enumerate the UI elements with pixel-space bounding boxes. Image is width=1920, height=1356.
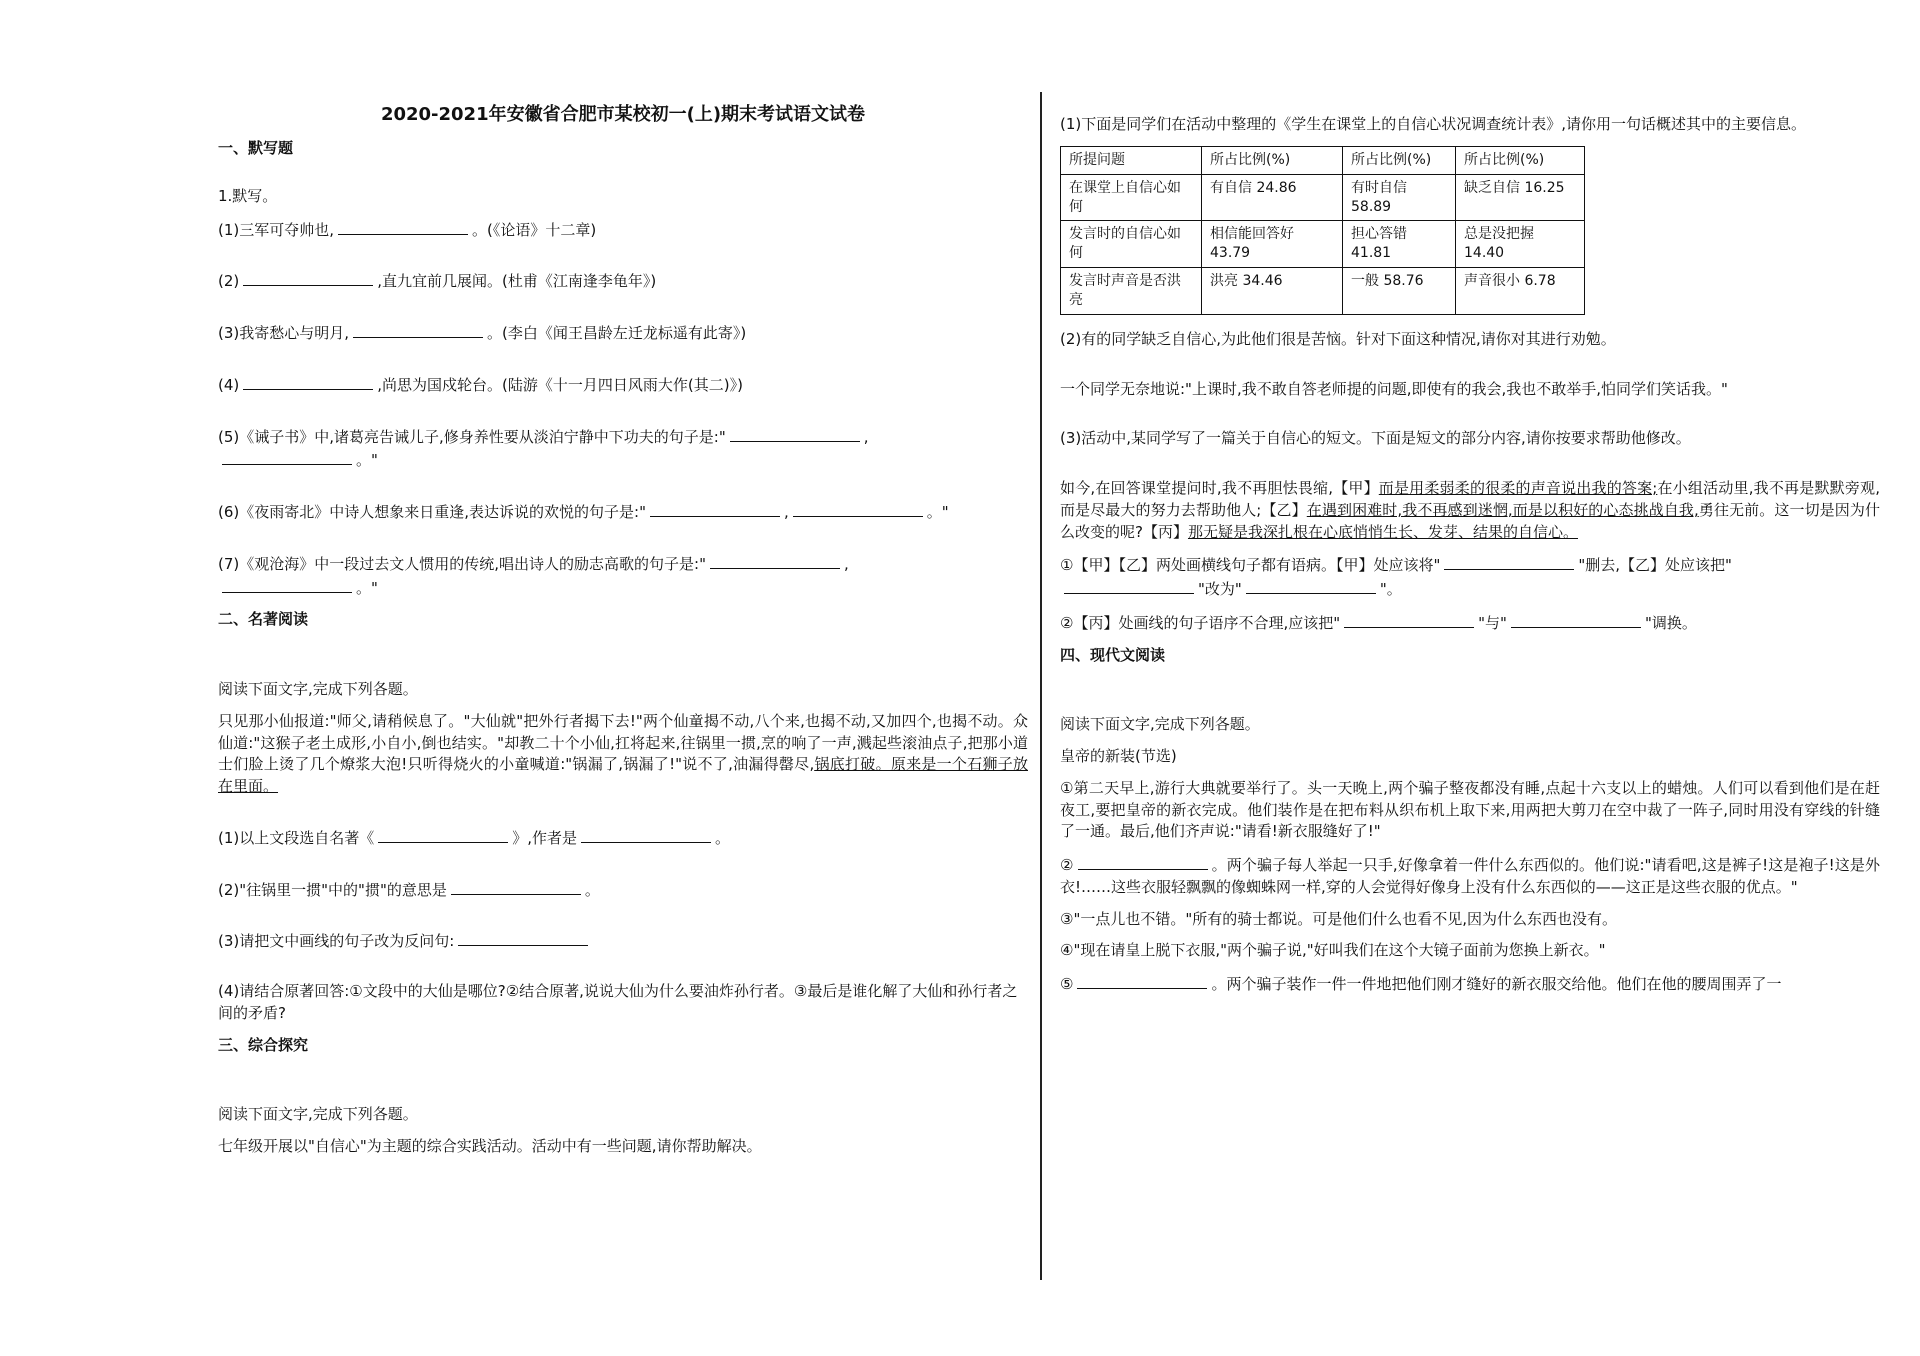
answer-blank[interactable] — [1511, 611, 1641, 628]
table-cell: 相信能回答好 43.79 — [1202, 221, 1343, 268]
table-cell: 有时自信 58.89 — [1343, 174, 1456, 221]
table-cell: 有自信 24.86 — [1202, 174, 1343, 221]
left-column — [218, 96, 1028, 1168]
table-header-cell: 所占比例(%) — [1202, 146, 1343, 174]
table-cell: 发言时的自信心如何 — [1061, 221, 1202, 268]
reading2-lead: 七年级开展以"自信心"为主题的综合实践活动。活动中有一些问题,请你帮助解决。 — [218, 1137, 762, 1156]
answer-blank[interactable] — [1246, 577, 1376, 594]
answer-blank[interactable] — [222, 448, 352, 465]
table-header-row — [1061, 146, 1585, 174]
right-q3-sub1: ①【甲】【乙】两处画横线句子都有语病。【甲】处应该将" "删去,【乙】处应该把" "改为" "。 — [1060, 553, 1880, 601]
reading1-passage: 只见那小仙报道:"师父,请稍候息了。"大仙就"把外行者揭下去!"两个仙童揭不动,八个来,也揭不动,又加四个,也揭不动。众仙道:"这猴子老土成形,小自小,倒也结实。"却教二十个小仙,扛将起来,往锅里一掼,烹的响了一声,溅起些滚油点子,把那小道士们脸上烫了几个燎浆大泡!只听得烧火的小童喊道:"锅漏了,锅漏了!"说不了,油漏得罄尽,锅底打破。原来是一个石狮子放在里面。 — [218, 711, 1028, 796]
right-q2-quote: 一个同学无奈地说:"上课时,我不敢自答老师提的问题,即使有的我会,我也不敢举手,怕同学们笑话我。" — [1060, 379, 1728, 398]
answer-blank[interactable] — [793, 500, 923, 517]
answer-blank[interactable] — [451, 878, 581, 895]
answer-blank[interactable] — [1078, 853, 1208, 870]
table-cell: 一般 58.76 — [1343, 268, 1456, 315]
q1-label: 1.默写。 — [218, 186, 278, 205]
table-cell: 声音很小 6.78 — [1456, 268, 1585, 315]
table-cell: 总是没把握 14.40 — [1456, 221, 1585, 268]
answer-blank[interactable] — [710, 552, 840, 569]
answer-blank[interactable] — [730, 425, 860, 442]
answer-blank[interactable] — [243, 373, 373, 390]
page-title: 2020-2021年安徽省合肥市某校初一(上)期末考试语文试卷 — [380, 104, 866, 125]
reading1-q2: (2)"往锅里一掼"中的"掼"的意思是 。 — [218, 878, 1028, 902]
survey-table — [1060, 146, 1585, 315]
section-heading-2: 二、名著阅读 — [218, 610, 309, 629]
table-cell: 洪亮 34.46 — [1202, 268, 1343, 315]
table-cell: 缺乏自信 16.25 — [1456, 174, 1585, 221]
table-header-cell: 所占比例(%) — [1456, 146, 1585, 174]
column-divider — [1040, 92, 1042, 1280]
q1-item-2: (2) ,直九宜前几展闻。(杜甫《江南逢李龟年》) — [218, 269, 1028, 293]
reading1-q4: (4)请结合原著回答:①文段中的大仙是哪位?②结合原著,说说大仙为什么要油炸孙行者。③最后是谁化解了大仙和孙行者之间的矛盾? — [218, 982, 1018, 1022]
answer-blank[interactable] — [378, 826, 508, 843]
table-header-cell: 所提问题 — [1061, 146, 1202, 174]
table-row — [1061, 268, 1585, 315]
table-row — [1061, 221, 1585, 268]
essay-excerpt: 如今,在回答课堂提问时,我不再胆怯畏缩,【甲】而是用柔弱柔的很柔的声音说出我的答案;在小组活动里,我不再是默默旁观,而是尽最大的努力去帮助他人;【乙】在遇到困难时,我不再感到迷惘,而是以积好的心态挑战自我,勇往无前。这一切是因为什么改变的呢?【丙】那无疑是我深扎根在心底悄悄生长、发芽、结果的自信心。 — [1060, 479, 1880, 541]
q1-item-5: (5)《诫子书》中,诸葛亮告诫儿子,修身养性要从淡泊宁静中下功夫的句子是:" , 。" — [218, 425, 1028, 473]
answer-blank[interactable] — [1344, 611, 1474, 628]
table-cell: 发言时声音是否洪亮 — [1061, 268, 1202, 315]
table-row — [1061, 174, 1585, 221]
answer-blank[interactable] — [650, 500, 780, 517]
q1-item-1: (1)三军可夺帅也, 。(《论语》十二章) — [218, 218, 1028, 242]
answer-blank[interactable] — [1444, 553, 1574, 570]
reading2-intro: 阅读下面文字,完成下列各题。 — [218, 1105, 418, 1124]
answer-blank[interactable] — [353, 321, 483, 338]
q1-item-6: (6)《夜雨寄北》中诗人想象来日重逢,表达诉说的欢悦的句子是:" , 。" — [218, 500, 1028, 524]
right-q2: (2)有的同学缺乏自信心,为此他们很是苦恼。针对下面这种情况,请你对其进行劝勉。 — [1060, 329, 1616, 348]
answer-blank[interactable] — [581, 826, 711, 843]
section-heading-4: 四、现代文阅读 — [1060, 645, 1166, 664]
section-heading-1: 一、默写题 — [218, 139, 294, 158]
reading1-intro: 阅读下面文字,完成下列各题。 — [218, 680, 418, 699]
table-header-cell: 所占比例(%) — [1343, 146, 1456, 174]
story-paragraph-3: ③"一点儿也不错。"所有的骑士都说。可是他们什么也看不见,因为什么东西也没有。 — [1060, 909, 1618, 928]
table-cell: 担心答错 41.81 — [1343, 221, 1456, 268]
answer-blank[interactable] — [458, 929, 588, 946]
answer-blank[interactable] — [1064, 577, 1194, 594]
right-column — [1060, 96, 1880, 1006]
answer-blank[interactable] — [1077, 972, 1207, 989]
answer-blank[interactable] — [243, 269, 373, 286]
story-title: 皇帝的新装(节选) — [1060, 747, 1177, 766]
right-q1: (1)下面是同学们在活动中整理的《学生在课堂上的自信心状况调查统计表》,请你用一句话概述其中的主要信息。 — [1060, 115, 1807, 133]
right-q3: (3)活动中,某同学写了一篇关于自信心的短文。下面是短文的部分内容,请你按要求帮助他修改。 — [1060, 429, 1691, 448]
story-paragraph-5: ⑤ 。两个骗子装作一件一件地把他们刚才缝好的新衣服交给他。他们在他的腰周围弄了一 — [1060, 972, 1880, 996]
table-cell: 在课堂上自信心如何 — [1061, 174, 1202, 221]
reading1-q1: (1)以上文段选自名著《 》,作者是 。 — [218, 826, 1028, 850]
answer-blank[interactable] — [338, 218, 468, 235]
answer-blank[interactable] — [222, 576, 352, 593]
section-heading-3: 三、综合探究 — [218, 1035, 309, 1054]
reading3-intro: 阅读下面文字,完成下列各题。 — [1060, 715, 1260, 734]
story-paragraph-4: ④"现在请皇上脱下衣服,"两个骗子说,"好叫我们在这个大镜子面前为您换上新衣。" — [1060, 941, 1606, 960]
story-paragraph-1: ①第二天早上,游行大典就要举行了。头一天晚上,两个骗子整夜都没有睡,点起十六支以上的蜡烛。人们可以看到他们是在赶夜工,要把皇帝的新衣完成。他们装作是在把布料从织布机上取下来,用两把大剪刀在空中裁了一阵子,同时用没有穿线的针缝了一通。最后,他们齐声说:"请看!新衣服缝好了!" — [1060, 778, 1880, 841]
right-q3-sub2: ②【丙】处画线的句子语序不合理,应该把" "与" "调换。 — [1060, 611, 1880, 635]
q1-item-4: (4) ,尚思为国戍轮台。(陆游《十一月四日风雨大作(其二)》) — [218, 373, 1028, 397]
story-paragraph-2: ② 。两个骗子每人举起一只手,好像拿着一件什么东西似的。他们说:"请看吧,这是裤子!这是袍子!这是外衣!……这些衣服轻飘飘的像蜘蛛网一样,穿的人会觉得好像身上没有什么东西似的——这正是这些衣服的优点。" — [1060, 853, 1880, 899]
q1-item-7: (7)《观沧海》中一段过去文人惯用的传统,唱出诗人的励志高歌的句子是:" , 。" — [218, 552, 1028, 600]
reading1-q3: (3)请把文中画线的句子改为反问句: — [218, 929, 1028, 953]
q1-item-3: (3)我寄愁心与明月, 。(李白《闻王昌龄左迁龙标遥有此寄》) — [218, 321, 1028, 345]
